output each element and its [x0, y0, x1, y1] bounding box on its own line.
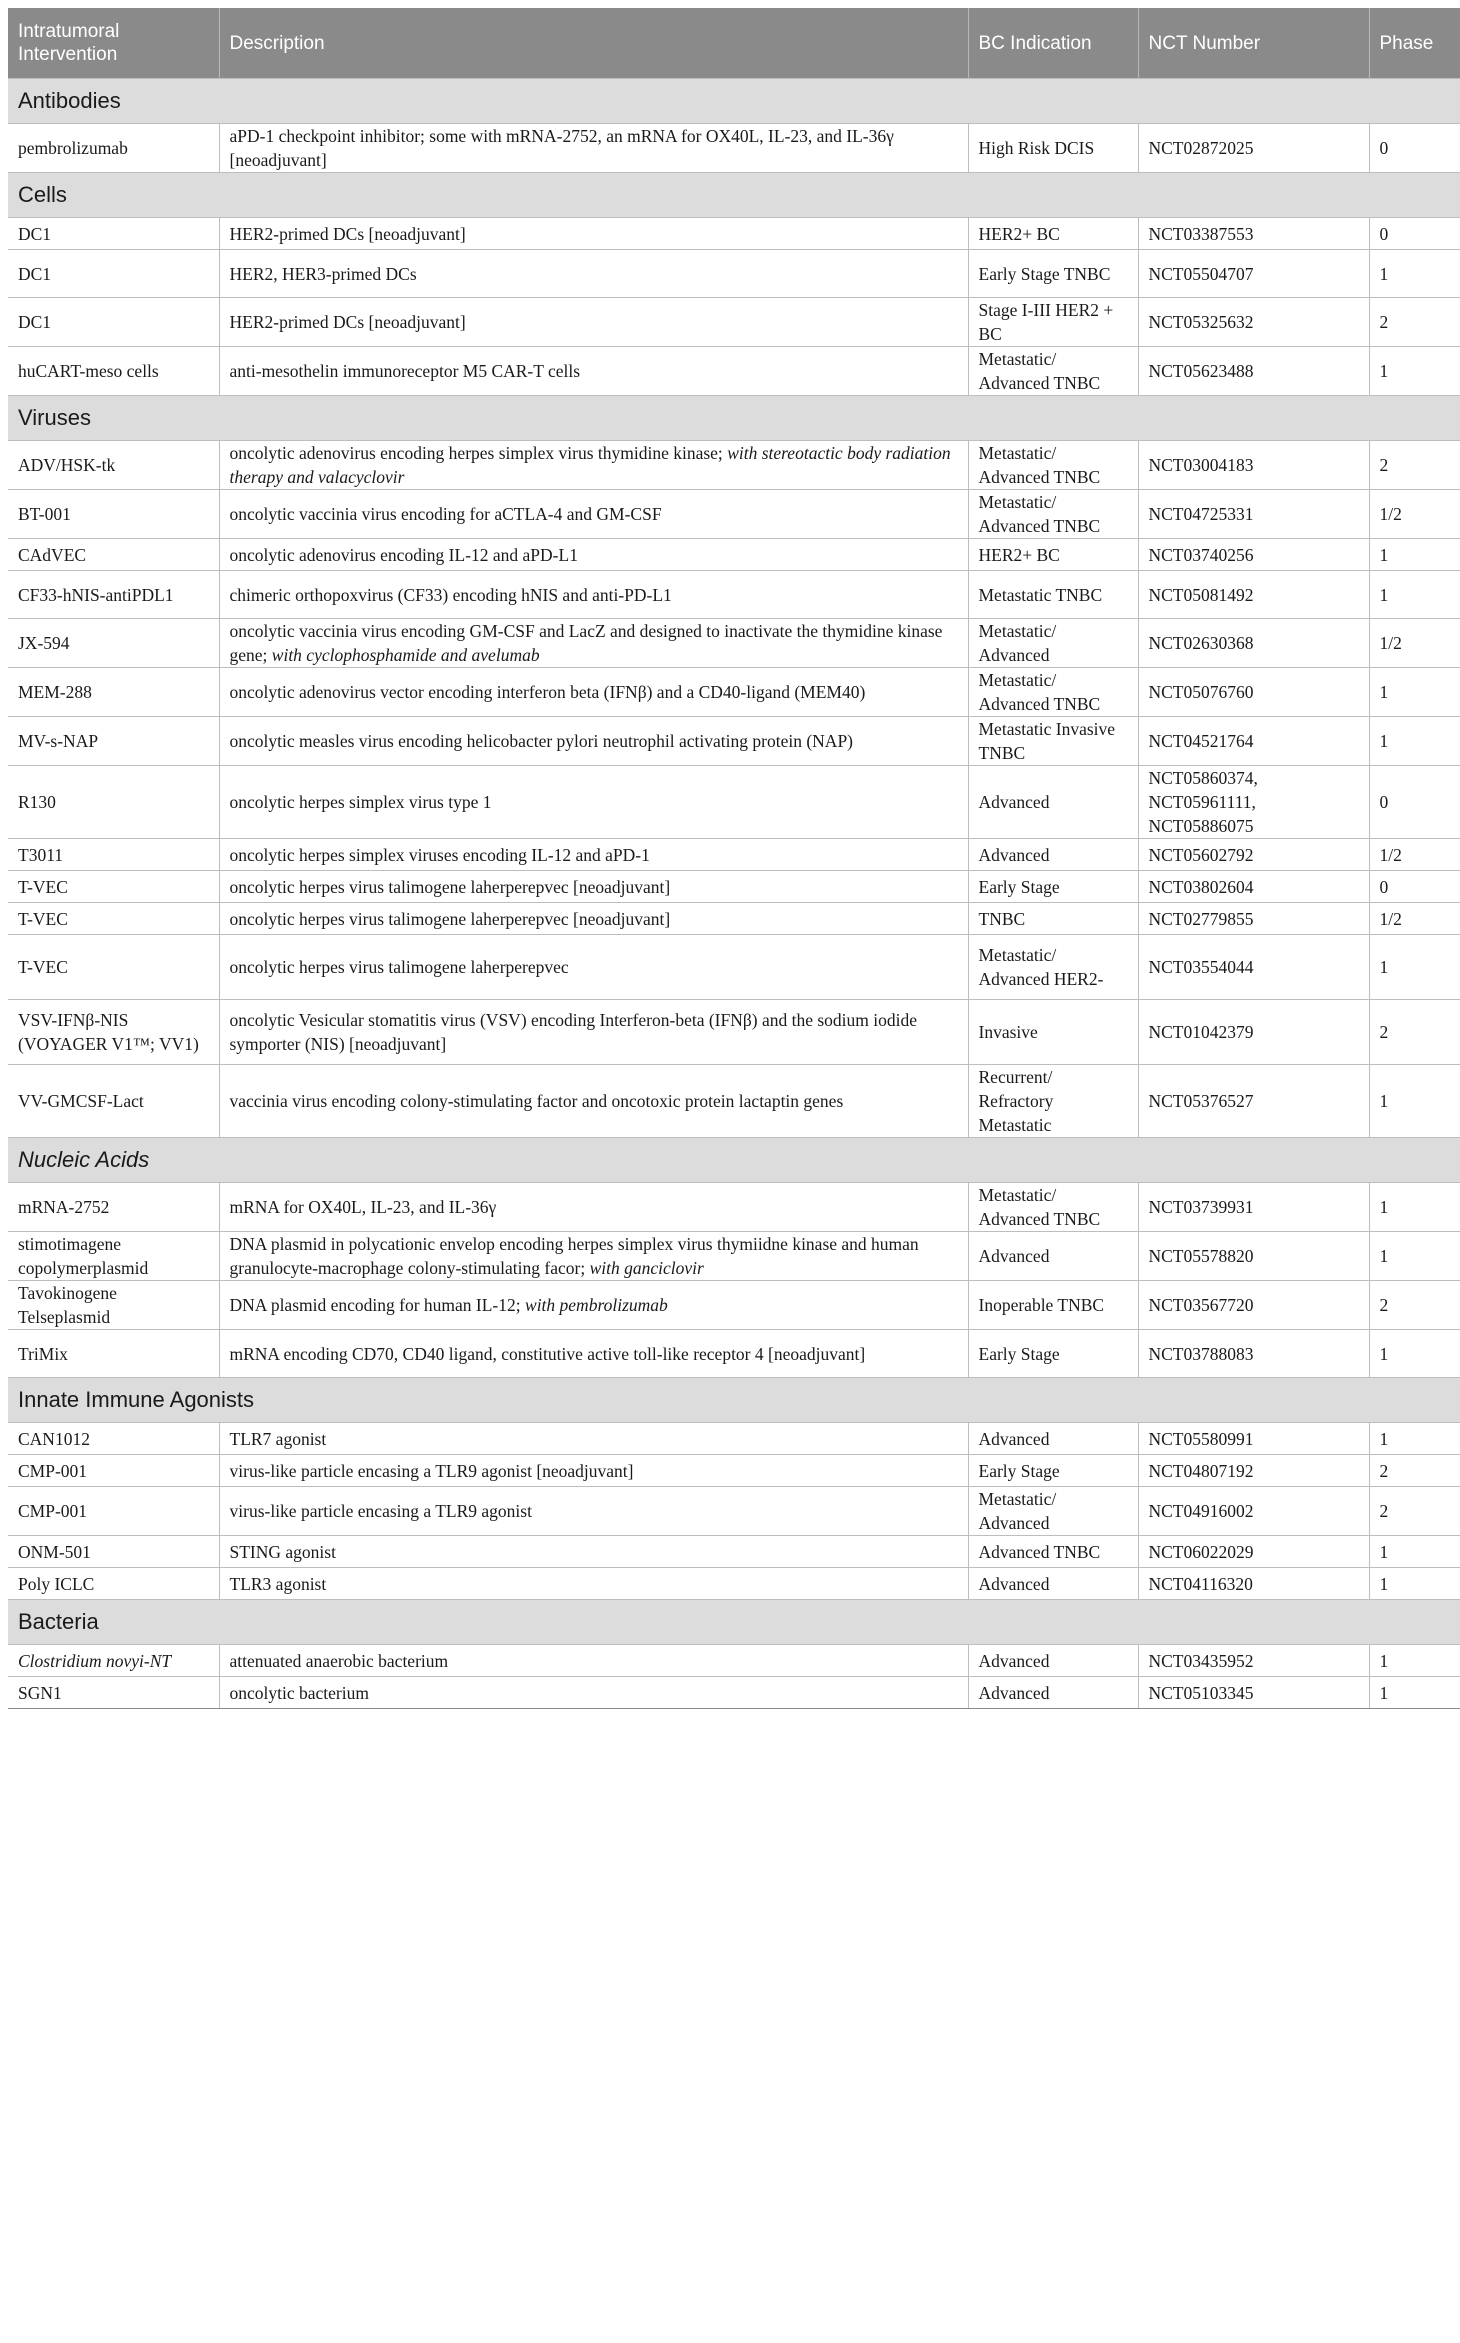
phase-cell: 1 [1369, 1065, 1460, 1138]
nct-number-cell: NCT03802604 [1138, 871, 1369, 903]
table-row [8, 903, 1460, 935]
description-cell [219, 871, 968, 903]
intervention-cell: pembrolizumab [8, 124, 219, 173]
table-row [8, 717, 1460, 766]
table-row [8, 539, 1460, 571]
intervention-cell: Poly ICLC [8, 1568, 219, 1600]
phase-cell: 1 [1369, 539, 1460, 571]
nct-number-cell: NCT04916002 [1138, 1487, 1369, 1536]
table-container [8, 8, 1460, 1709]
description-cell [219, 347, 968, 396]
intervention-cell: R130 [8, 766, 219, 839]
description-text: mRNA encoding CD70, CD40 ligand, constitutive active toll-like receptor 4 [neoadjuvant] [229, 1343, 866, 1364]
section-title: Innate Immune Agonists [8, 1378, 1460, 1423]
description-cell [219, 1536, 968, 1568]
bc-indication-cell: Metastatic/ Advanced HER2- [968, 935, 1138, 1000]
table-row [8, 839, 1460, 871]
phase-cell: 1/2 [1369, 619, 1460, 668]
intervention-cell: DC1 [8, 298, 219, 347]
header-nct-number: NCT Number [1138, 8, 1369, 79]
header-phase: Phase [1369, 8, 1460, 79]
description-cell [219, 1455, 968, 1487]
phase-cell: 1 [1369, 347, 1460, 396]
description-cell [219, 619, 968, 668]
description-cell [219, 668, 968, 717]
description-cell [219, 1232, 968, 1281]
nct-number-cell: NCT05623488 [1138, 347, 1369, 396]
phase-cell: 2 [1369, 298, 1460, 347]
table-row [8, 766, 1460, 839]
description-cell [219, 1281, 968, 1330]
description-text: oncolytic herpes virus talimogene laherperepvec [229, 957, 569, 977]
intervention-cell: TriMix [8, 1330, 219, 1378]
nct-number-cell: NCT05860374, NCT05961111, NCT05886075 [1138, 766, 1369, 839]
intervention-cell: huCART-meso cells [8, 347, 219, 396]
nct-number-cell: NCT03739931 [1138, 1183, 1369, 1232]
bc-indication-cell: Metastatic/ Advanced TNBC [968, 441, 1138, 490]
table-row [8, 935, 1460, 1000]
nct-number-cell: NCT03788083 [1138, 1330, 1369, 1378]
description-cell [219, 1183, 968, 1232]
table-row [8, 250, 1460, 298]
description-cell [219, 717, 968, 766]
phase-cell: 1 [1369, 571, 1460, 619]
bc-indication-cell: HER2+ BC [968, 218, 1138, 250]
bc-indication-cell: Metastatic/ Advanced TNBC [968, 347, 1138, 396]
intervention-cell: mRNA-2752 [8, 1183, 219, 1232]
intervention-cell: CAN1012 [8, 1423, 219, 1455]
section-header-row [8, 1600, 1460, 1645]
description-text: attenuated anaerobic bacterium [229, 1650, 449, 1671]
nct-number-cell: NCT01042379 [1138, 1000, 1369, 1065]
intervention-cell: CAdVEC [8, 539, 219, 571]
table-row [8, 619, 1460, 668]
intervention-cell: JX-594 [8, 619, 219, 668]
nct-number-cell: NCT02779855 [1138, 903, 1369, 935]
bc-indication-cell: Early Stage [968, 1455, 1138, 1487]
section-header-row [8, 1378, 1460, 1423]
intervention-cell: Tavokinogene Telseplasmid [8, 1281, 219, 1330]
description-note: with stereotactic body radiation therapy and valacyclovir [229, 443, 951, 487]
section-header-row [8, 79, 1460, 124]
nct-number-cell: NCT05504707 [1138, 250, 1369, 298]
description-cell [219, 571, 968, 619]
description-text: oncolytic herpes virus talimogene laherperepvec [neoadjuvant] [229, 876, 671, 897]
bc-indication-cell: Early Stage TNBC [968, 250, 1138, 298]
description-text: oncolytic measles virus encoding helicobacter pylori neutrophil activating protein (NAP) [229, 731, 854, 751]
table-row [8, 668, 1460, 717]
table-row [8, 347, 1460, 396]
bc-indication-cell: Metastatic Invasive TNBC [968, 717, 1138, 766]
interventions-table [8, 8, 1460, 1709]
header-bc-indication: BC Indication [968, 8, 1138, 79]
nct-number-cell: NCT02630368 [1138, 619, 1369, 668]
section-header-row [8, 173, 1460, 218]
description-cell [219, 218, 968, 250]
header-description: Description [219, 8, 968, 79]
description-text: oncolytic herpes virus talimogene laherperepvec [neoadjuvant] [229, 908, 671, 929]
description-text: chimeric orthopoxvirus (CF33) encoding hNIS and anti-PD-L1 [229, 584, 672, 605]
table-row [8, 218, 1460, 250]
description-text: aPD-1 checkpoint inhibitor; some with mRNA-2752, an mRNA for OX40L, IL-23, and IL-36γ [neoadjuvant] [229, 126, 894, 170]
section-header-row [8, 396, 1460, 441]
description-text: virus-like particle encasing a TLR9 agonist [229, 1501, 532, 1521]
nct-number-cell: NCT03004183 [1138, 441, 1369, 490]
phase-cell: 1 [1369, 1677, 1460, 1709]
description-note: with cyclophosphamide and avelumab [271, 645, 540, 665]
phase-cell: 1 [1369, 1568, 1460, 1600]
description-text: TLR3 agonist [229, 1573, 327, 1594]
table-row [8, 1232, 1460, 1281]
nct-number-cell: NCT05376527 [1138, 1065, 1369, 1138]
phase-cell: 1/2 [1369, 903, 1460, 935]
description-cell [219, 298, 968, 347]
bc-indication-cell: Metastatic TNBC [968, 571, 1138, 619]
description-text: DNA plasmid encoding for human IL-12; [229, 1295, 521, 1315]
section-title: Viruses [8, 396, 1460, 441]
intervention-cell: T-VEC [8, 871, 219, 903]
description-text: oncolytic herpes simplex virus type 1 [229, 792, 492, 812]
bc-indication-cell: Invasive [968, 1000, 1138, 1065]
description-text: mRNA for OX40L, IL-23, and IL-36γ [229, 1197, 497, 1217]
table-row [8, 1065, 1460, 1138]
nct-number-cell: NCT05081492 [1138, 571, 1369, 619]
nct-number-cell: NCT05580991 [1138, 1423, 1369, 1455]
description-note: with pembrolizumab [525, 1295, 668, 1315]
nct-number-cell: NCT05578820 [1138, 1232, 1369, 1281]
intervention-cell: stimotimagene copolymerplasmid [8, 1232, 219, 1281]
bc-indication-cell: Stage I-III HER2 + BC [968, 298, 1138, 347]
description-cell [219, 250, 968, 298]
table-row [8, 1677, 1460, 1709]
bc-indication-cell: Metastatic/ Advanced TNBC [968, 490, 1138, 539]
header-intervention: Intratumoral Intervention [8, 8, 219, 79]
table-row [8, 571, 1460, 619]
intervention-cell: BT-001 [8, 490, 219, 539]
header-row [8, 8, 1460, 79]
table-row [8, 124, 1460, 173]
phase-cell: 0 [1369, 124, 1460, 173]
description-text: oncolytic adenovirus encoding IL-12 and aPD-L1 [229, 544, 578, 565]
description-cell [219, 1487, 968, 1536]
intervention-cell: DC1 [8, 218, 219, 250]
intervention-cell: T-VEC [8, 935, 219, 1000]
phase-cell: 1/2 [1369, 839, 1460, 871]
description-text: oncolytic vaccinia virus encoding for aCTLA-4 and GM-CSF [229, 504, 662, 524]
description-cell [219, 1065, 968, 1138]
bc-indication-cell: Advanced TNBC [968, 1536, 1138, 1568]
bc-indication-cell: High Risk DCIS [968, 124, 1138, 173]
bc-indication-cell: Recurrent/ Refractory Metastatic [968, 1065, 1138, 1138]
phase-cell: 1 [1369, 1330, 1460, 1378]
table-row [8, 1536, 1460, 1568]
table-row [8, 441, 1460, 490]
table-row [8, 871, 1460, 903]
phase-cell: 1 [1369, 1183, 1460, 1232]
phase-cell: 1/2 [1369, 490, 1460, 539]
phase-cell: 1 [1369, 250, 1460, 298]
intervention-cell: MEM-288 [8, 668, 219, 717]
description-text: DNA plasmid in polycationic envelop encoding herpes simplex virus thymiidne kinase and human granulocyte-macrophage colony-stimulating facor; [229, 1234, 919, 1278]
phase-cell: 2 [1369, 1487, 1460, 1536]
phase-cell: 1 [1369, 1232, 1460, 1281]
intervention-cell: T3011 [8, 839, 219, 871]
bc-indication-cell: Inoperable TNBC [968, 1281, 1138, 1330]
description-cell [219, 935, 968, 1000]
intervention-cell: VV-GMCSF-Lact [8, 1065, 219, 1138]
phase-cell: 1 [1369, 717, 1460, 766]
nct-number-cell: NCT04116320 [1138, 1568, 1369, 1600]
bc-indication-cell: Metastatic/ Advanced [968, 1487, 1138, 1536]
phase-cell: 1 [1369, 1423, 1460, 1455]
section-header-row [8, 1138, 1460, 1183]
description-note: with ganciclovir [589, 1258, 704, 1278]
nct-number-cell: NCT03567720 [1138, 1281, 1369, 1330]
bc-indication-cell: Advanced [968, 1423, 1138, 1455]
description-text: anti-mesothelin immunoreceptor M5 CAR-T cells [229, 361, 581, 381]
table-row [8, 1487, 1460, 1536]
bc-indication-cell: Metastatic/ Advanced TNBC [968, 1183, 1138, 1232]
table-body [8, 79, 1460, 1709]
intervention-cell: T-VEC [8, 903, 219, 935]
description-cell [219, 903, 968, 935]
intervention-cell: ADV/HSK-tk [8, 441, 219, 490]
description-cell [219, 839, 968, 871]
bc-indication-cell: Advanced [968, 1677, 1138, 1709]
nct-number-cell: NCT05076760 [1138, 668, 1369, 717]
intervention-cell: ONM-501 [8, 1536, 219, 1568]
description-text: vaccinia virus encoding colony-stimulating factor and oncotoxic protein lactaptin genes [229, 1091, 844, 1111]
phase-cell: 2 [1369, 1455, 1460, 1487]
bc-indication-cell: Early Stage [968, 871, 1138, 903]
description-text: oncolytic adenovirus encoding herpes simplex virus thymidine kinase; [229, 443, 723, 463]
description-text: oncolytic vaccinia virus encoding GM-CSF and LacZ and designed to inactivate the thymidine kinase gene; [229, 621, 943, 665]
description-cell [219, 1677, 968, 1709]
phase-cell: 1 [1369, 668, 1460, 717]
description-text: HER2-primed DCs [neoadjuvant] [229, 223, 466, 244]
phase-cell: 1 [1369, 1536, 1460, 1568]
description-text: TLR7 agonist [229, 1428, 327, 1449]
section-title: Antibodies [8, 79, 1460, 124]
nct-number-cell: NCT03740256 [1138, 539, 1369, 571]
intervention-cell: CMP-001 [8, 1487, 219, 1536]
nct-number-cell: NCT05103345 [1138, 1677, 1369, 1709]
description-cell [219, 441, 968, 490]
section-title: Nucleic Acids [8, 1138, 1460, 1183]
description-text: oncolytic herpes simplex viruses encoding IL-12 and aPD-1 [229, 844, 650, 865]
phase-cell: 0 [1369, 218, 1460, 250]
description-cell [219, 539, 968, 571]
nct-number-cell: NCT06022029 [1138, 1536, 1369, 1568]
nct-number-cell: NCT04521764 [1138, 717, 1369, 766]
phase-cell: 1 [1369, 1645, 1460, 1677]
bc-indication-cell: Advanced [968, 1232, 1138, 1281]
bc-indication-cell: Advanced [968, 766, 1138, 839]
phase-cell: 2 [1369, 1281, 1460, 1330]
description-text: STING agonist [229, 1541, 336, 1562]
intervention-cell: SGN1 [8, 1677, 219, 1709]
table-row [8, 1183, 1460, 1232]
description-cell [219, 1330, 968, 1378]
intervention-cell: Clostridium novyi-NT [8, 1645, 219, 1677]
description-cell [219, 1645, 968, 1677]
table-row [8, 1455, 1460, 1487]
phase-cell: 2 [1369, 1000, 1460, 1065]
bc-indication-cell: TNBC [968, 903, 1138, 935]
description-text: HER2, HER3-primed DCs [229, 263, 417, 284]
description-cell [219, 1423, 968, 1455]
phase-cell: 0 [1369, 766, 1460, 839]
table-row [8, 1645, 1460, 1677]
table-row [8, 1330, 1460, 1378]
phase-cell: 0 [1369, 871, 1460, 903]
bc-indication-cell: Advanced [968, 1645, 1138, 1677]
intervention-cell: CF33-hNIS-antiPDL1 [8, 571, 219, 619]
bc-indication-cell: Advanced [968, 1568, 1138, 1600]
nct-number-cell: NCT03387553 [1138, 218, 1369, 250]
nct-number-cell: NCT05325632 [1138, 298, 1369, 347]
section-title: Cells [8, 173, 1460, 218]
bc-indication-cell: HER2+ BC [968, 539, 1138, 571]
bc-indication-cell: Early Stage [968, 1330, 1138, 1378]
description-cell [219, 766, 968, 839]
description-text: oncolytic adenovirus vector encoding interferon beta (IFNβ) and a CD40-ligand (MEM40) [229, 682, 866, 702]
nct-number-cell: NCT03554044 [1138, 935, 1369, 1000]
description-cell [219, 1000, 968, 1065]
bc-indication-cell: Metastatic/ Advanced TNBC [968, 668, 1138, 717]
table-row [8, 1423, 1460, 1455]
table-row [8, 298, 1460, 347]
bc-indication-cell: Metastatic/ Advanced [968, 619, 1138, 668]
nct-number-cell: NCT04725331 [1138, 490, 1369, 539]
nct-number-cell: NCT02872025 [1138, 124, 1369, 173]
nct-number-cell: NCT03435952 [1138, 1645, 1369, 1677]
intervention-cell: MV-s-NAP [8, 717, 219, 766]
phase-cell: 1 [1369, 935, 1460, 1000]
nct-number-cell: NCT05602792 [1138, 839, 1369, 871]
table-row [8, 1568, 1460, 1600]
description-text: HER2-primed DCs [neoadjuvant] [229, 312, 466, 332]
description-cell [219, 1568, 968, 1600]
phase-cell: 2 [1369, 441, 1460, 490]
intervention-cell: VSV-IFNβ-NIS (VOYAGER V1™; VV1) [8, 1000, 219, 1065]
nct-number-cell: NCT04807192 [1138, 1455, 1369, 1487]
section-title: Bacteria [8, 1600, 1460, 1645]
description-cell [219, 124, 968, 173]
intervention-cell: DC1 [8, 250, 219, 298]
description-text: virus-like particle encasing a TLR9 agonist [neoadjuvant] [229, 1460, 634, 1481]
bc-indication-cell: Advanced [968, 839, 1138, 871]
description-text: oncolytic Vesicular stomatitis virus (VSV) encoding Interferon-beta (IFNβ) and the sodium iodide symporter (NIS) [neoadjuvant] [229, 1010, 918, 1054]
description-text: oncolytic bacterium [229, 1682, 369, 1703]
table-row [8, 490, 1460, 539]
table-row [8, 1281, 1460, 1330]
table-row [8, 1000, 1460, 1065]
description-cell [219, 490, 968, 539]
intervention-cell: CMP-001 [8, 1455, 219, 1487]
